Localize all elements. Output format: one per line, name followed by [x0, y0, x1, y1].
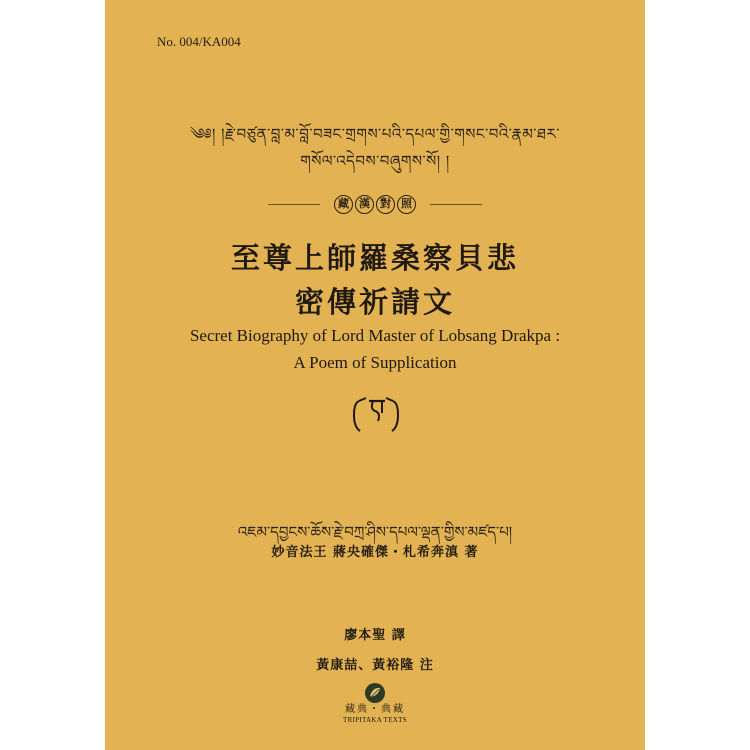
tibetan-author-line: འཇམ་དབྱངས་ཆོས་རྗེ་བཀྲ་ཤིས་དཔལ་ལྡན་གྱིས་མཛད་པ། — [237, 523, 513, 541]
seal-char: 對 — [376, 195, 395, 214]
leaf-circle-icon — [364, 682, 386, 704]
seal-char: 照 — [397, 195, 416, 214]
publisher-logo-english: TRIPITAKA TEXTS — [343, 716, 407, 724]
series-number: No. 004/KA004 — [157, 34, 241, 49]
tibetan-title-line-1: ༄༅། །རྗེ་བཙུན་བླ་མ་བློ་བཟང་གྲགས་པའི་དཔལ་གྱི་གསང་བའི་རྣམ་ཐར་ — [190, 125, 560, 143]
publisher-logo-chinese: 藏典・典藏 — [345, 704, 405, 715]
chinese-title-line-2: 密傳祈請文 — [294, 285, 455, 319]
english-title-line-2: A Poem of Supplication — [293, 353, 457, 372]
tibetan-title-line-2: གསོལ་འདེབས་བཞུགས་སོ། ། — [300, 152, 450, 170]
bilingual-label-seals — [334, 195, 416, 214]
chinese-title-line-1: 至尊上師羅桑察貝悲 — [230, 241, 519, 275]
seal-char: 藏 — [334, 195, 353, 214]
separator-line-left — [268, 204, 320, 205]
separator-line-right — [430, 204, 482, 205]
publisher-logo — [329, 682, 421, 725]
translator-credit: 廖本聖 譯 — [344, 628, 406, 643]
bilingual-label-separator — [105, 195, 645, 214]
annotator-credit: 黃康喆、黃裕隆 注 — [316, 658, 434, 673]
book-cover — [105, 0, 645, 750]
seal-char: 漢 — [355, 195, 374, 214]
tibetan-glyph-ornament — [351, 393, 401, 437]
author-credit: 妙音法王 蔣央確傑・札希奔滇 著 — [271, 545, 479, 560]
english-title-line-1: Secret Biography of Lord Master of Lobsang Drakpa : — [189, 326, 561, 345]
